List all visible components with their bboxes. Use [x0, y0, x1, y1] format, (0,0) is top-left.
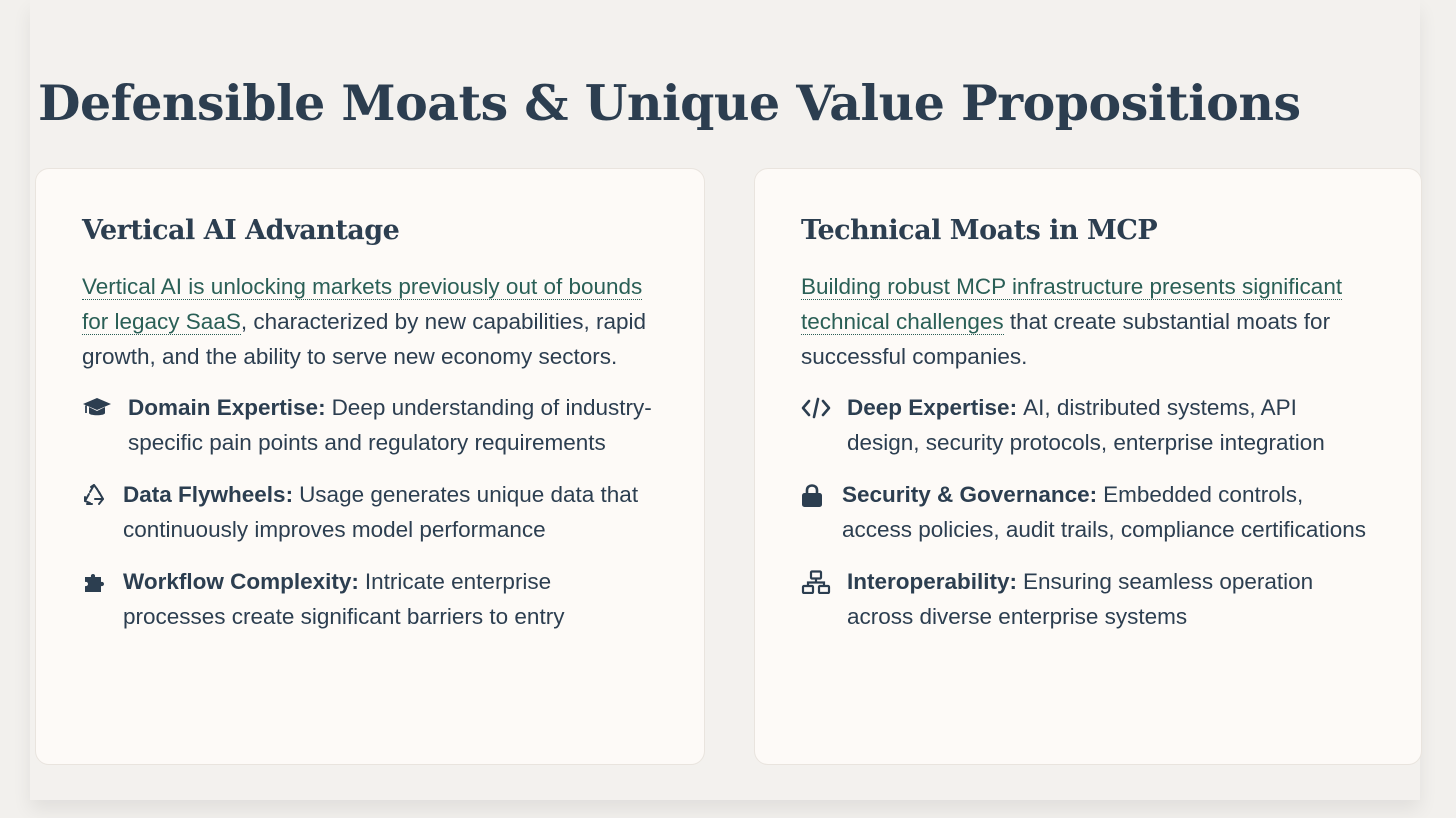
feature-text [847, 390, 1375, 460]
page-title: Defensible Moats & Unique Value Propositions [38, 74, 1301, 132]
graduation-cap-icon [82, 390, 112, 425]
feature-label: Workflow Complexity: [123, 569, 359, 595]
feature-data-flywheels [82, 477, 658, 547]
intro-highlight-link[interactable]: Vertical AI is unlocking markets previously out of bounds for legacy SaaS [82, 274, 643, 335]
vertical-ai-card [35, 168, 705, 765]
feature-label: Data Flywheels: [123, 482, 294, 508]
feature-label: Domain Expertise: [128, 395, 326, 421]
feature-security-governance [801, 477, 1375, 547]
feature-description: Ensuring seamless operation across diverse enterprise systems [847, 569, 1314, 630]
feature-text [128, 390, 658, 460]
intro-highlight-link[interactable]: Building robust MCP infrastructure presents significant technical challenges [801, 274, 1343, 335]
feature-text [847, 564, 1375, 634]
feature-description: Embedded controls, access policies, audit trails, compliance certifications [842, 482, 1366, 543]
feature-domain-expertise [82, 390, 658, 460]
feature-label: Deep Expertise: [847, 395, 1018, 421]
recycle-icon [82, 477, 106, 512]
card-title: Technical Moats in MCP [801, 215, 1158, 246]
card-title: Vertical AI Advantage [82, 215, 400, 246]
feature-label: Interoperability: [847, 569, 1018, 595]
feature-text [123, 477, 658, 547]
puzzle-piece-icon [82, 564, 106, 599]
feature-workflow-complexity [82, 564, 658, 634]
lock-icon [801, 477, 825, 512]
network-icon [801, 564, 831, 599]
feature-text [123, 564, 658, 634]
feature-description: Intricate enterprise processes create significant barriers to entry [123, 569, 565, 630]
code-icon [801, 390, 831, 425]
technical-moats-card [754, 168, 1422, 765]
feature-description: Deep understanding of industry-specific pain points and regulatory requirements [128, 395, 652, 456]
card-intro [801, 269, 1375, 374]
intro-text: that create substantial moats for successful companies. [801, 309, 1331, 370]
intro-text: , characterized by new capabilities, rapid growth, and the ability to serve new economy sectors. [82, 309, 647, 370]
feature-description: AI, distributed systems, API design, security protocols, enterprise integration [847, 395, 1325, 456]
feature-deep-expertise [801, 390, 1375, 460]
card-intro [82, 269, 658, 374]
feature-label: Security & Governance: [842, 482, 1098, 508]
feature-description: Usage generates unique data that continuously improves model performance [123, 482, 639, 543]
feature-interoperability [801, 564, 1375, 634]
feature-text [842, 477, 1375, 547]
